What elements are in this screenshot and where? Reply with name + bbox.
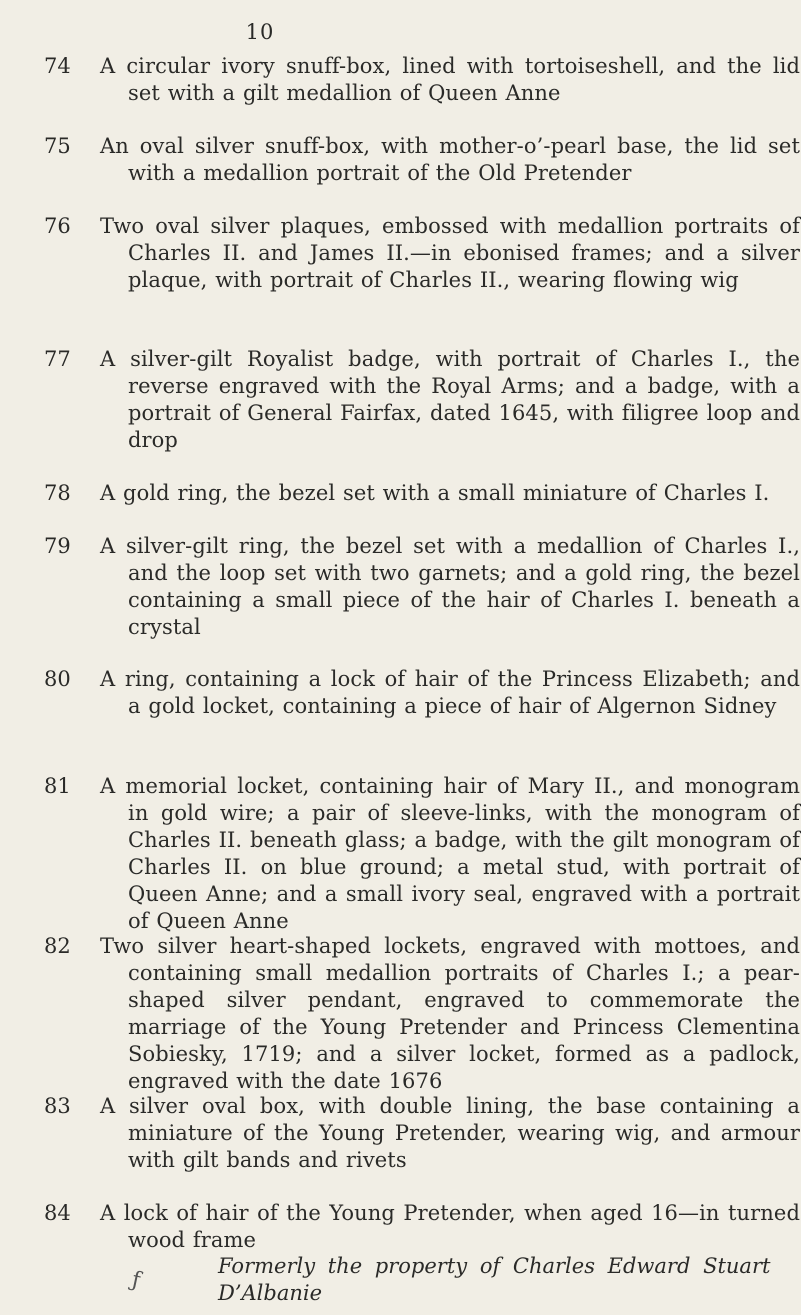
lot-description: Two silver heart-shaped lockets, engraved with mottoes, and containing small medallion portraits of Charles I.; a pear-shaped silver pendant, engraved to commemorate the marriage of the Young Pretender and Princess Clementina Sobiesky, 1719; and a silver locket, formed as a padlock, engraved with the date 1676 — [100, 934, 800, 1093]
lot-description: A ring, containing a lock of hair of the Princess Elizabeth; and a gold locket, containing a piece of hair of Algernon Sidney — [100, 667, 800, 718]
margin-mark: ƒ — [129, 1267, 143, 1294]
lot-number: 76 — [44, 214, 71, 238]
lot-number: 74 — [44, 54, 71, 78]
lot-number: 75 — [44, 134, 71, 158]
page-number: 10 — [245, 20, 275, 44]
provenance-note: Formerly the property of Charles Edward Stuart D’Albanie — [218, 1254, 771, 1305]
lot-description: A silver oval box, with double lining, the base containing a miniature of the Young Pretender, wearing wig, and armour with gilt bands and rivets — [100, 1094, 800, 1172]
lot-number: 78 — [44, 481, 71, 505]
lot-number: 77 — [44, 347, 71, 371]
lot-number: 84 — [44, 1201, 71, 1225]
lot-number: 79 — [44, 534, 71, 558]
lot-description: A circular ivory snuff-box, lined with tortoiseshell, and the lid set with a gilt medallion of Queen Anne — [100, 54, 800, 105]
lot-number: 83 — [44, 1094, 71, 1118]
lot-description: A gold ring, the bezel set with a small miniature of Charles I. — [100, 481, 770, 505]
lot-description: A lock of hair of the Young Pretender, when aged 16—in turned wood frame — [100, 1201, 800, 1252]
lot-description: A memorial locket, containing hair of Mary II., and monogram in gold wire; a pair of sleeve-links, with the monogram of Charles II. beneath glass; a badge, with the gilt monogram of Charles II. on blue ground; a metal stud, with portrait of Queen Anne; and a small ivory seal, engraved with a portrait of Queen Anne — [100, 774, 800, 933]
lot-description: Two oval silver plaques, embossed with medallion portraits of Charles II. and James II.—in ebonised frames; and a silver plaque, with portrait of Charles II., wearing flowing wig — [100, 214, 800, 292]
lot-description: A silver-gilt Royalist badge, with portrait of Charles I., the reverse engraved with the Royal Arms; and a badge, with a portrait of General Fairfax, dated 1645, with filigree loop and drop — [100, 347, 800, 452]
lot-number: 80 — [44, 667, 71, 691]
lot-description: A silver-gilt ring, the bezel set with a medallion of Charles I., and the loop set with two garnets; and a gold ring, the bezel containing a small piece of the hair of Charles I. beneath a crystal — [100, 534, 800, 639]
lot-number: 82 — [44, 934, 71, 958]
lot-description: An oval silver snuff-box, with mother-o’-pearl base, the lid set with a medallion portrait of the Old Pretender — [100, 134, 800, 185]
lot-number: 81 — [44, 774, 71, 798]
